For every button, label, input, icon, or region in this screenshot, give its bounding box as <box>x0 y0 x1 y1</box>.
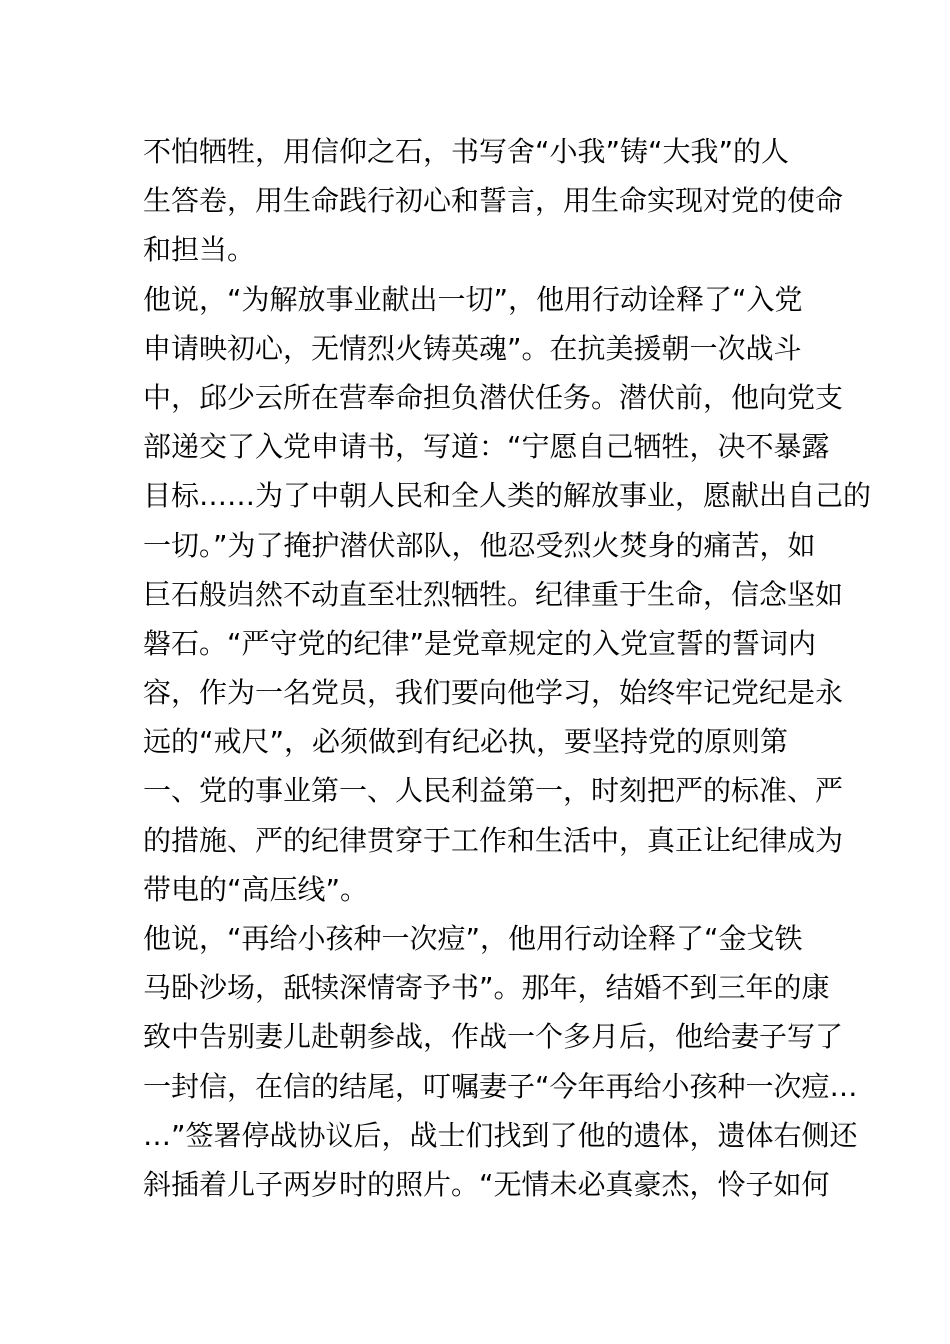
text-line: 不怕牺牲，用信仰之石，书写舍“小我”铸“大我”的人 <box>143 135 790 168</box>
text-line: 斜插着儿子两岁时的照片。“无情未必真豪杰，怜子如何 <box>143 1167 830 1201</box>
text-line: 部递交了入党申请书，写道：“宁愿自己牺牲，决不暴露 <box>143 430 830 464</box>
text-line: 目标……为了中朝人民和全人类的解放事业，愿献出自己的 <box>143 479 872 513</box>
text-line: 申请映初心，无情烈火铸英魂”。在抗美援朝一次战斗 <box>143 331 802 365</box>
text-line: 致中告别妻儿赴朝参战，作战一个多月后，他给妻子写了 <box>143 1020 844 1054</box>
text-line: 他说，“再给小孩种一次痘”，他用行动诠释了“金戈铁 <box>143 922 803 955</box>
text-line: 一封信，在信的结尾，叮嘱妻子“今年再给小孩种一次痘… <box>143 1069 858 1103</box>
text-line: 一切。”为了掩护潜伏部队，他忍受烈火焚身的痛苦，如 <box>143 528 816 562</box>
text-line: 马卧沙场，舐犊深情寄予书”。那年，结婚不到三年的康 <box>143 971 830 1005</box>
text-line: …”签署停战协议后，战士们找到了他的遗体，遗体右侧还 <box>143 1118 858 1152</box>
text-line: 的措施、严的纪律贯穿于工作和生活中，真正让纪律成为 <box>143 823 844 857</box>
text-line: 一、党的事业第一、人民利益第一，时刻把严的标准、严 <box>143 774 844 808</box>
text-line: 容，作为一名党员，我们要向他学习，始终牢记党纪是永 <box>143 676 844 710</box>
text-line: 远的“戒尺”，必须做到有纪必执，要坚持党的原则第 <box>143 725 789 759</box>
text-line: 中，邱少云所在营奉命担负潜伏任务。潜伏前，他向党支 <box>143 380 844 414</box>
body-text <box>143 127 872 1209</box>
text-line: 生答卷，用生命践行初心和誓言，用生命实现对党的使命 <box>143 184 844 218</box>
text-line: 他说，“为解放事业献出一切”，他用行动诠释了“入党 <box>143 282 803 316</box>
text-line: 带电的“高压线”。 <box>143 872 369 906</box>
text-line: 磐石。“严守党的纪律”是党章规定的入党宣誓的誓词内 <box>143 626 817 660</box>
text-line: 巨石般岿然不动直至壮烈牺牲。纪律重于生命，信念坚如 <box>143 577 844 611</box>
text-line: 和担当。 <box>143 233 256 267</box>
